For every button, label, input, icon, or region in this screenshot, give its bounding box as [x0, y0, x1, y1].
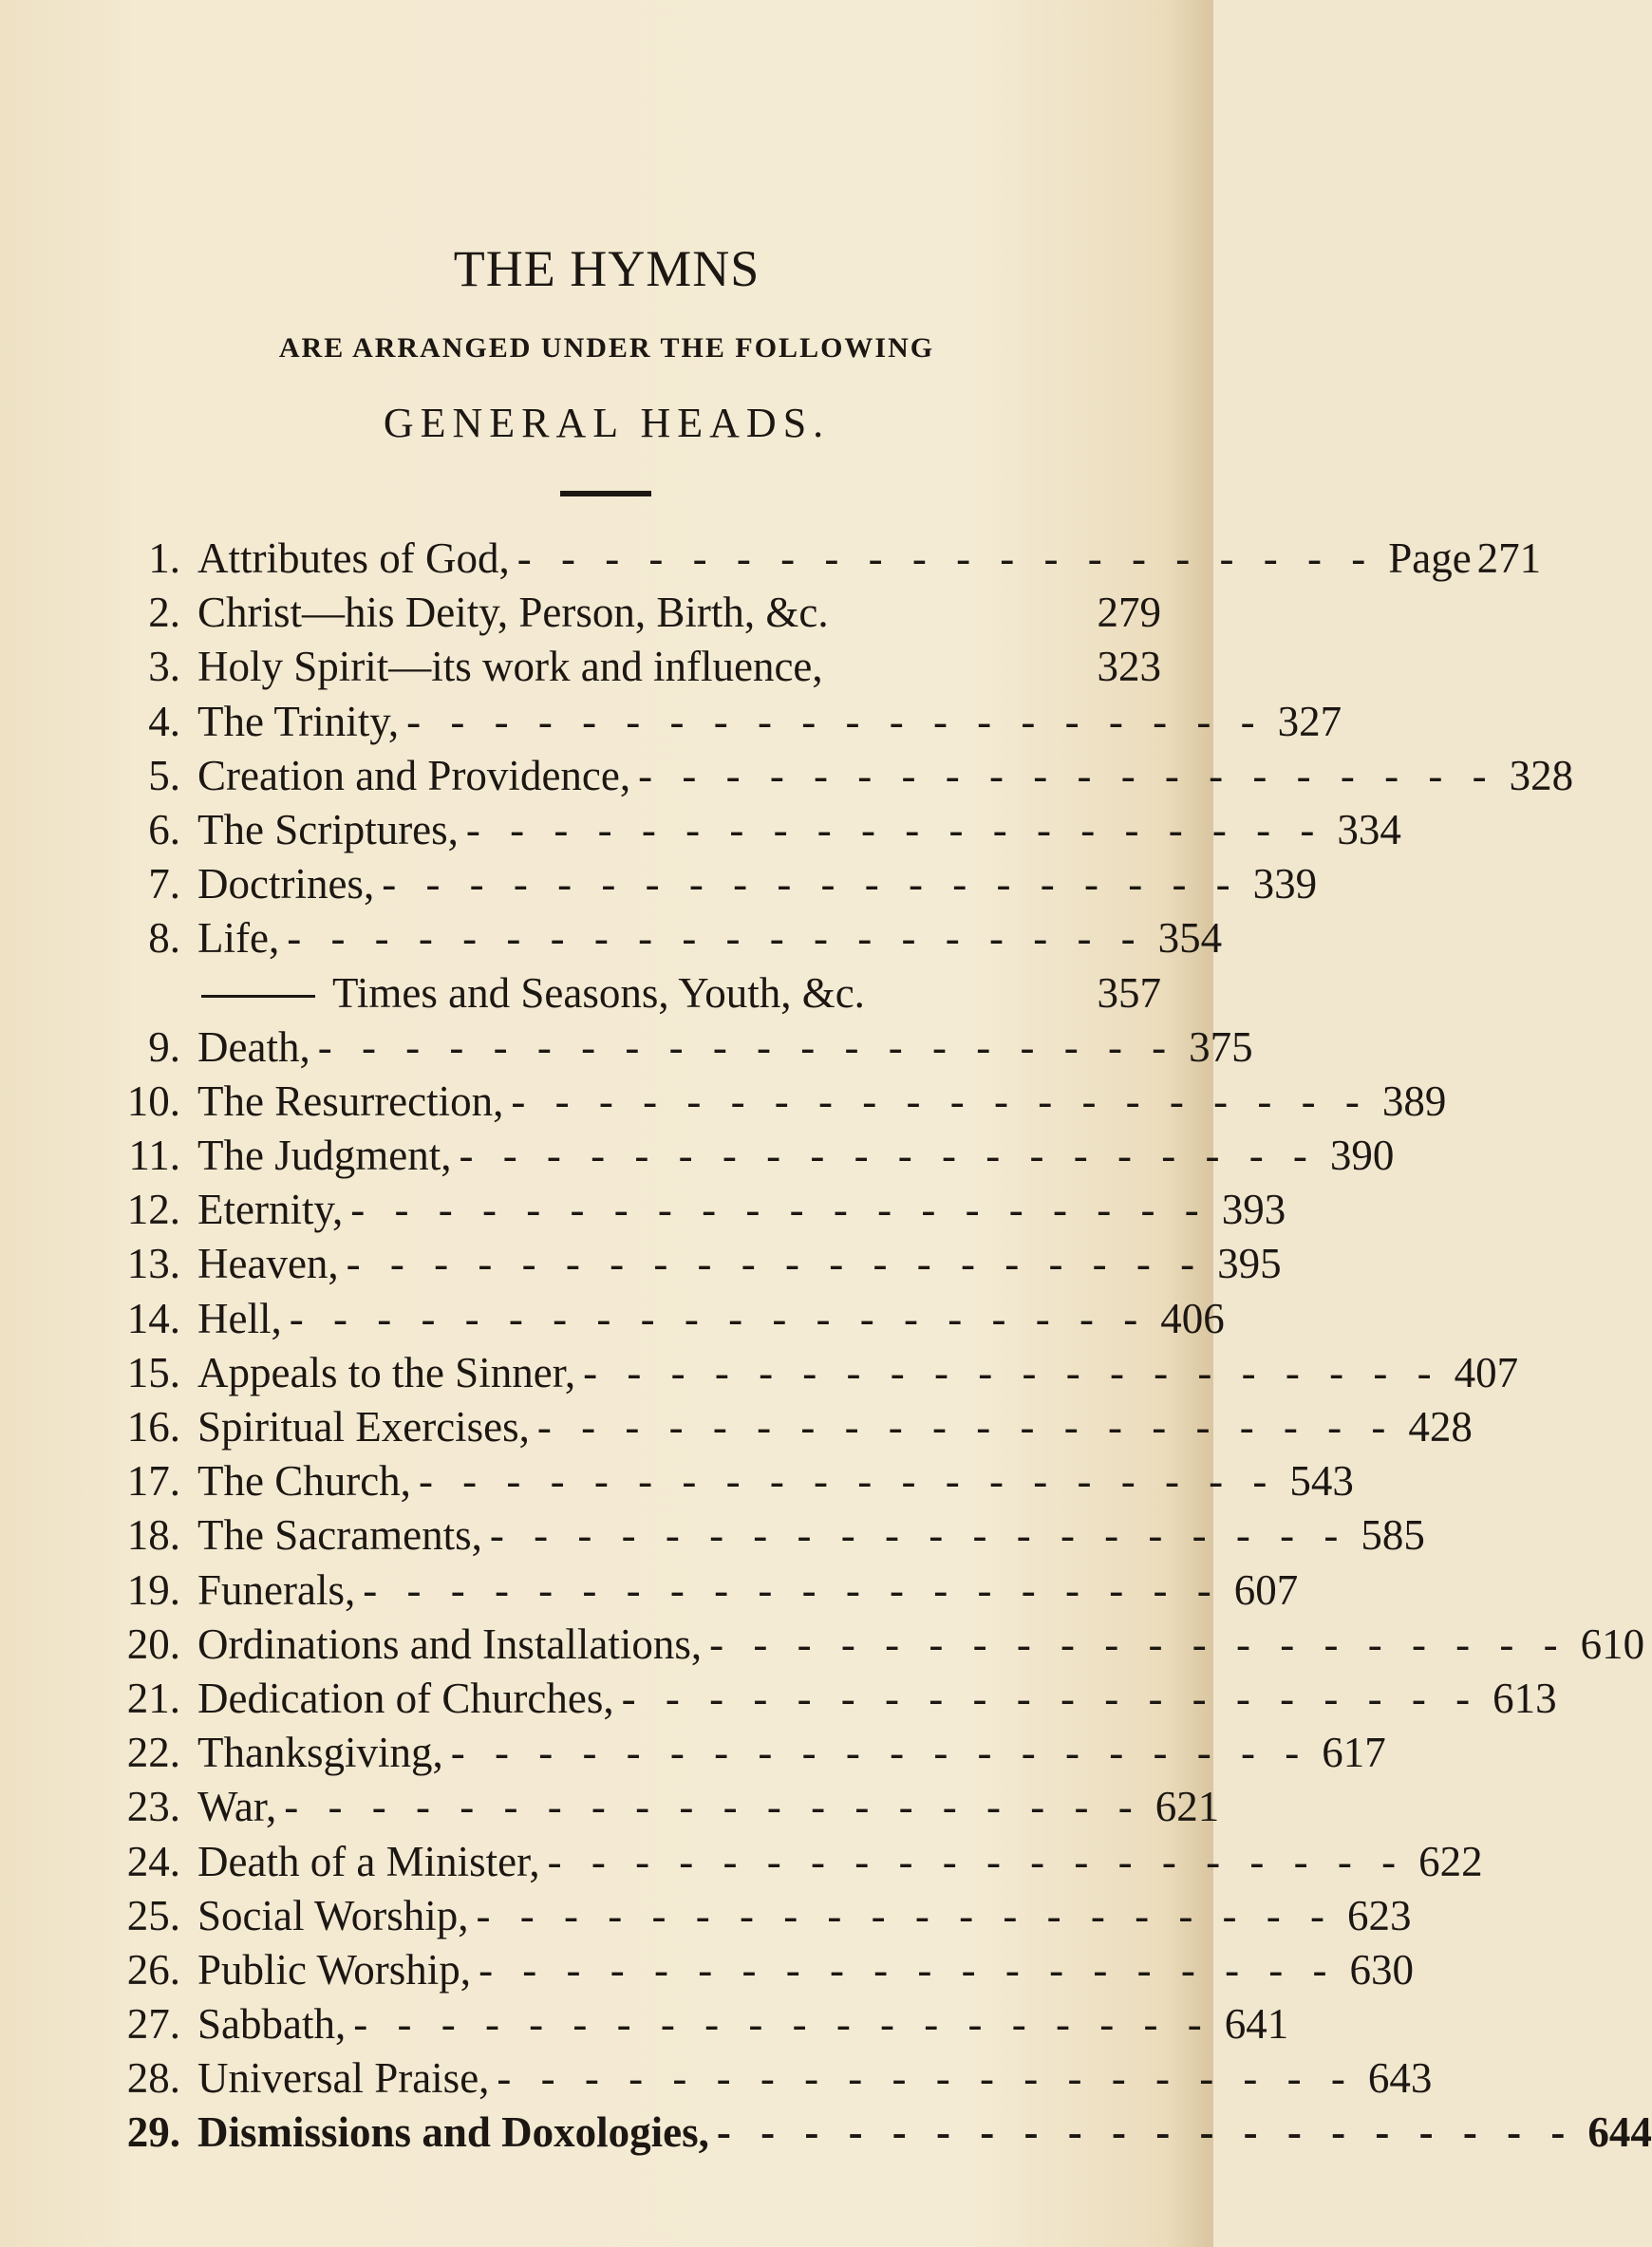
contents-row — [103, 1508, 1425, 1563]
entry-number: 12. — [126, 1186, 180, 1234]
leader-dashes: - - - - - - - - - - - - - - - - - - - - — [284, 1783, 1142, 1831]
contents-row — [103, 1129, 1395, 1183]
entry-number: 4. — [148, 697, 180, 745]
leader-dashes: - - - - - - - - - - - - - - - - - - - - — [406, 697, 1265, 745]
leader-dashes: - - - - - - - - - - - - - - - - - - - - — [511, 1077, 1369, 1125]
entry-title: The Resurrection, — [197, 1077, 504, 1125]
entry-title: Death of a Minister, — [197, 1837, 540, 1885]
entry-number: 22. — [126, 1729, 180, 1777]
page-number: 323 — [1097, 643, 1161, 691]
leader-dashes: - - - - - - - - - - - - - - - - - - - - — [497, 2054, 1355, 2103]
entry-page — [1225, 1997, 1289, 2051]
entry-page — [1347, 1889, 1412, 1943]
entry-title: The Trinity, — [197, 697, 400, 745]
entry-number: 21. — [126, 1674, 180, 1722]
page-number: 327 — [1277, 697, 1342, 745]
entry-number: 17. — [126, 1457, 180, 1506]
page-number: 543 — [1289, 1457, 1354, 1506]
entry-number: 24. — [126, 1837, 180, 1885]
page-title: THE HYMNS — [453, 240, 760, 297]
entry-number: 18. — [126, 1511, 180, 1560]
page-number: 613 — [1492, 1674, 1557, 1722]
entry-title: Doctrines, — [197, 860, 375, 908]
entry-page — [1098, 966, 1162, 1021]
entry-title: Appeals to the Sinner, — [197, 1348, 576, 1396]
page-number: 334 — [1337, 805, 1401, 853]
leader-dashes: - - - - - - - - - - - - - - - - - - - - — [536, 1403, 1396, 1451]
entry-page — [1155, 1780, 1220, 1834]
page-number: 357 — [1097, 968, 1161, 1017]
leader-dashes: - - - - - - - - - - - - - - - - - - - - — [465, 805, 1324, 853]
contents-row — [103, 749, 1574, 803]
entry-page — [1361, 1508, 1425, 1563]
entry-page — [1587, 2106, 1652, 2160]
contents-row — [103, 966, 1161, 1021]
entry-page — [1222, 1183, 1286, 1237]
contents-row — [103, 1021, 1253, 1075]
leader-dashes: - - - - - - - - - - - - - - - - - - - - — [382, 860, 1240, 908]
entry-page — [1337, 803, 1401, 857]
contents-row — [103, 1183, 1286, 1237]
entry-number: 10. — [126, 1077, 180, 1125]
page-number: 607 — [1233, 1565, 1299, 1614]
entry-title: Heaven, — [197, 1240, 339, 1288]
page-number: 354 — [1157, 914, 1223, 963]
leader-dashes: - - - - - - - - - - - - - - - - - - - - — [353, 2000, 1211, 2049]
page-number: 279 — [1097, 589, 1161, 637]
contents-row — [103, 1400, 1473, 1454]
entry-title: Ordinations and Installations, — [197, 1620, 703, 1668]
contents-row — [103, 695, 1342, 749]
entry-number: 27. — [126, 2000, 180, 2049]
ditto-rule — [201, 995, 315, 998]
page-number: 406 — [1160, 1294, 1225, 1342]
page-number: 585 — [1361, 1511, 1425, 1560]
contents-row — [103, 857, 1318, 911]
entry-page — [1350, 1943, 1415, 1997]
leader-dashes: - - - - - - - - - - - - - - - - - - - - — [476, 1891, 1335, 1939]
contents-row — [103, 1997, 1289, 2051]
entry-title: Universal Praise, — [197, 2054, 490, 2103]
page-number: 621 — [1155, 1783, 1220, 1831]
entry-title: Creation and Providence, — [197, 751, 631, 799]
page-number: 644 — [1587, 2108, 1652, 2157]
contents-row — [103, 1237, 1282, 1291]
contents-row — [103, 2106, 1652, 2160]
page-number: 328 — [1509, 751, 1574, 799]
entry-page — [1278, 695, 1342, 749]
contents-row — [103, 803, 1401, 857]
entry-number: 16. — [126, 1403, 180, 1451]
leader-dashes: - - - - - - - - - - - - - - - - - - - - — [289, 1294, 1148, 1342]
page-number: 395 — [1217, 1240, 1282, 1288]
entry-page — [1510, 749, 1574, 803]
entry-page — [1388, 532, 1541, 586]
page-label: Page — [1388, 534, 1472, 582]
entry-page — [1289, 1454, 1354, 1508]
contents-row — [103, 1835, 1483, 1889]
entry-title: Holy Spirit—its work and influence, — [197, 643, 823, 691]
entry-number: 15. — [126, 1348, 180, 1396]
entry-title: Spiritual Exercises, — [197, 1403, 530, 1451]
entry-title: The Sacraments, — [197, 1511, 482, 1560]
contents-list — [103, 532, 1652, 2161]
page-number: 622 — [1418, 1837, 1483, 1885]
entry-title: Times and Seasons, Youth, &c. — [332, 968, 865, 1017]
entry-page — [1418, 1835, 1483, 1889]
page-number: 407 — [1454, 1348, 1519, 1396]
contents-row — [103, 1780, 1220, 1834]
entry-number: 11. — [128, 1132, 180, 1180]
contents-row — [103, 640, 1161, 694]
contents-row — [103, 1075, 1447, 1129]
contents-row — [103, 1564, 1299, 1618]
leader-dashes: - - - - - - - - - - - - - - - - - - - - — [287, 914, 1145, 963]
entry-title: Christ—his Deity, Person, Birth, &c. — [197, 589, 829, 637]
entry-title: Public Worship, — [197, 1945, 472, 1994]
leader-dashes: - - - - - - - - - - - - - - - - - - - - — [346, 1240, 1205, 1288]
section-heading: GENERAL HEADS. — [383, 400, 831, 446]
page-number: 630 — [1349, 1945, 1415, 1994]
page-number: 428 — [1408, 1403, 1473, 1451]
page-number: 610 — [1580, 1620, 1645, 1668]
leader-dashes: - - - - - - - - - - - - - - - - - - - - — [350, 1186, 1209, 1234]
entry-title: Eternity, — [197, 1186, 344, 1234]
contents-row — [103, 911, 1223, 965]
contents-row — [103, 1618, 1645, 1672]
entry-title: Death, — [197, 1022, 310, 1071]
entry-page — [1330, 1129, 1395, 1183]
entry-title: Life, — [197, 914, 280, 963]
page-number: 339 — [1252, 860, 1318, 908]
leader-dashes: - - - - - - - - - - - - - - - - - - - - — [450, 1729, 1309, 1777]
entry-page — [1408, 1400, 1473, 1454]
page-number: 389 — [1381, 1077, 1447, 1125]
page-number: 375 — [1189, 1022, 1253, 1071]
page-number: 643 — [1367, 2054, 1433, 2103]
page-number: 390 — [1329, 1132, 1395, 1180]
contents-row — [103, 1346, 1519, 1400]
contents-row — [103, 1454, 1354, 1508]
entry-title: Attributes of God, — [197, 534, 510, 582]
entry-page — [1234, 1564, 1299, 1618]
entry-number: 2. — [148, 589, 180, 637]
leader-dashes: - - - - - - - - - - - - - - - - - - - - — [709, 1620, 1568, 1668]
entry-number: 7. — [148, 860, 180, 908]
page-subtitle: ARE ARRANGED UNDER THE FOLLOWING — [278, 332, 935, 364]
leader-dashes: - - - - - - - - - - - - - - - - - - - - — [716, 2108, 1575, 2157]
page-number: 641 — [1224, 2000, 1289, 2049]
entry-page — [1322, 1726, 1386, 1780]
contents-row — [103, 2051, 1433, 2106]
entry-page — [1160, 1292, 1225, 1346]
entry-number: 26. — [126, 1945, 180, 1994]
leader-dashes: - - - - - - - - - - - - - - - - - - - - — [317, 1022, 1176, 1071]
entry-title: Thanksgiving, — [197, 1729, 443, 1777]
leader-dashes: - - - - - - - - - - - - - - - - - - - - — [418, 1457, 1277, 1506]
entry-page — [1217, 1237, 1282, 1291]
entry-title: The Judgment, — [197, 1132, 452, 1180]
entry-title: Social Worship, — [197, 1891, 469, 1939]
contents-row — [103, 1672, 1557, 1726]
leader-dashes: - - - - - - - - - - - - - - - - - - - - — [547, 1837, 1406, 1885]
entry-title: The Church, — [197, 1457, 411, 1506]
entry-page — [1189, 1021, 1253, 1075]
leader-dashes: - - - - - - - - - - - - - - - - - - - - — [638, 751, 1496, 799]
entry-title: The Scriptures, — [197, 805, 459, 853]
entry-number: 23. — [126, 1783, 180, 1831]
entry-number: 1. — [148, 534, 180, 582]
entry-page — [1098, 586, 1162, 640]
entry-number: 9. — [148, 1022, 180, 1071]
page-number: 393 — [1221, 1186, 1286, 1234]
entry-title: Funerals, — [197, 1565, 356, 1614]
leader-dashes: - - - - - - - - - - - - - - - - - - - - — [479, 1945, 1337, 1994]
page-number: 617 — [1322, 1729, 1386, 1777]
entry-page — [1382, 1075, 1447, 1129]
entry-page — [1455, 1346, 1519, 1400]
entry-number: 3. — [148, 643, 180, 691]
entry-number: 8. — [148, 914, 180, 963]
leader-dashes: - - - - - - - - - - - - - - - - - - - - — [583, 1348, 1441, 1396]
contents-row — [103, 532, 1542, 586]
entry-number: 6. — [148, 805, 180, 853]
entry-page — [1492, 1672, 1557, 1726]
entry-number: 5. — [148, 751, 180, 799]
entry-title: Dismissions and Doxologies, — [197, 2108, 709, 2157]
entry-number: 28. — [126, 2054, 180, 2103]
leader-dashes: - - - - - - - - - - - - - - - - - - - - — [621, 1674, 1480, 1722]
entry-number: 25. — [126, 1891, 180, 1939]
leader-dashes: - - - - - - - - - - - - - - - - - - - - — [363, 1565, 1221, 1614]
divider-rule — [560, 491, 651, 496]
leader-dashes: - - - - - - - - - - - - - - - - - - - - — [516, 534, 1376, 582]
entry-number: 29. — [126, 2108, 180, 2157]
page-number: 623 — [1347, 1891, 1412, 1939]
entry-page — [1581, 1618, 1645, 1672]
entry-title: Dedication of Churches, — [197, 1674, 614, 1722]
page-number: 271 — [1476, 534, 1542, 582]
leader-dashes: - - - - - - - - - - - - - - - - - - - - — [489, 1511, 1348, 1560]
contents-row — [103, 586, 1161, 640]
leader-dashes: - - - - - - - - - - - - - - - - - - - - — [459, 1132, 1317, 1180]
entry-number: 20. — [126, 1620, 180, 1668]
entry-number: 13. — [126, 1240, 180, 1288]
entry-title: Hell, — [197, 1294, 282, 1342]
entry-title: War, — [197, 1783, 277, 1831]
entry-page — [1368, 2051, 1433, 2106]
entry-page — [1098, 640, 1162, 694]
entry-title: Sabbath, — [197, 2000, 347, 2049]
entry-number: 19. — [126, 1565, 180, 1614]
contents-row — [103, 1889, 1412, 1943]
contents-row — [103, 1726, 1386, 1780]
contents-row — [103, 1943, 1415, 1997]
entry-page — [1253, 857, 1318, 911]
contents-row — [103, 1292, 1225, 1346]
entry-number: 14. — [126, 1294, 180, 1342]
entry-page — [1158, 911, 1223, 965]
